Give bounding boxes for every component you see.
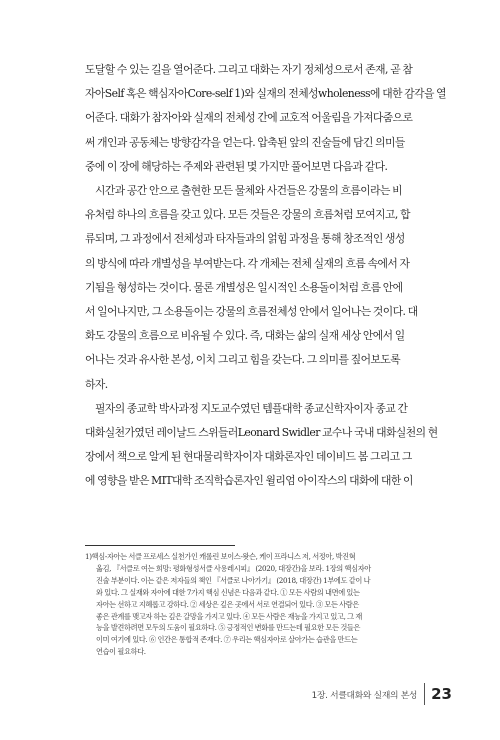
main-text xyxy=(85,58,447,494)
page-footer xyxy=(312,681,452,707)
page-number: 23 xyxy=(431,685,452,703)
text-line: 하자. xyxy=(85,377,108,391)
footnote-line: 옮김, 『서클로 여는 희망: 평화형성서클 사용레시피』 (2020, 대장간)을 보라. 1장의 핵심자아 xyxy=(96,563,371,573)
text-line: 류되며, 그 과정에서 전체성과 타자들과의 얽힘 과정을 통해 창조적인 생성 xyxy=(85,232,405,246)
text-line: 서 일어나지만, 그 소용돌이는 강물의 흐름전체성 안에서 일어나는 것이다. 대 xyxy=(85,305,418,319)
text-line: 자아Self 혹은 핵심자아Core-self 1)와 실재의 전체성wholeness에 대한 감각을 열 xyxy=(85,87,447,101)
footnote-line: 진술 부분이다. 이는 같은 저자들의 책인 『서클로 나아가기』 (2018, 대장간) 1부에도 같이 나 xyxy=(96,575,371,585)
footnote-line: 능을 발견하려면 모두의 도움이 필요하다. ⑤ 긍정적인 변화를 만드는데 필요한 모든 것들은 xyxy=(96,623,361,633)
text-line: 어나는 것과 유사한 본성, 이치 그리고 힘을 갖는다. 그 의미를 짚어보도록 xyxy=(85,353,401,367)
footnote-line: 좋은 관계를 맺고자 하는 깊은 갈망을 가지고 있다. ④ 모든 사람은 재능을 가지고 있고, 그 재 xyxy=(96,611,362,621)
running-head: 1장. 서클대화와 실재의 본성 xyxy=(311,690,418,701)
text-line: 화도 강물의 흐름으로 비유될 수 있다. 즉, 대화는 삶의 실재 세상 안에서 일 xyxy=(85,329,405,343)
text-line: 도달할 수 있는 길을 열어준다. 그리고 대화는 자기 정체성으로서 존재, 곧 참 xyxy=(85,63,413,76)
text-line: 어준다. 대화가 참자아와 실재의 전체성 간에 교호적 어울림을 가져다줌으로 xyxy=(85,111,413,125)
footnote-rule xyxy=(85,545,235,546)
text-line: 유처럼 하나의 흐름을 갖고 있다. 모든 것들은 강물의 흐름처럼 모여지고, 합 xyxy=(85,208,410,222)
footnote-line: 와 있다. 그 실재와 자아에 대한 7가지 핵심 신념은 다음과 같다. ① 모든 사람의 내면에 있는 xyxy=(96,587,360,597)
text-line: 써 개인과 공동체는 방향감각을 얻는다. 압축된 앞의 진술들에 담긴 의미들 xyxy=(85,135,405,149)
footnote-line: 자아는 선하고 지혜롭고 강하다. ② 세상은 깊은 곳에서 서로 연결되어 있다. ③ 모든 사람은 xyxy=(96,599,359,609)
footnotes xyxy=(85,551,420,658)
footnote-line: 이미 여기에 있다. ⑥ 인간은 통합적 존재다. ⑦ 우리는 핵심자아로 살아가는 습관을 만드는 xyxy=(96,635,358,645)
text-line: 의 방식에 따라 개별성을 부여받는다. 각 개체는 전체 실재의 흐름 속에서 자 xyxy=(85,256,410,270)
text-line: 필자의 종교학 박사과정 지도교수였던 템플대학 종교신학자이자 종교 간 xyxy=(95,401,408,415)
footer-divider xyxy=(424,683,425,705)
footnote-line: 연습이 필요하다. xyxy=(96,647,146,657)
text-line: 기됨을 형성하는 것이다. 물론 개별성은 일시적인 소용돌이처럼 흐름 안에 xyxy=(85,280,403,294)
footnote-line: 1)핵심-자아는 서클 프로세스 실천가인 캐롤린 보이스-왓슨, 케이 프라니스 저, 서정아, 박진혁 xyxy=(85,552,356,561)
text-line: 중에 이 장에 해당하는 주제와 관련된 몇 가지만 풀어보면 다음과 같다. xyxy=(85,159,388,173)
text-line: 시간과 공간 안으로 출현한 모든 물체와 사건들은 강물의 흐름이라는 비 xyxy=(95,184,403,198)
text-line: 에 영향을 받은 MIT대학 조직학습론자인 윌리엄 아이작스의 대화에 대한 이 xyxy=(85,474,413,488)
text-line: 장에서 책으로 알게 된 현대물리학자이자 대화론자인 데이비드 봄 그리고 그 xyxy=(85,450,412,464)
text-line: 대화실천가였던 레이날드 스위들러Leonard Swidler 교수나 국내 대화실천의 현 xyxy=(85,426,438,440)
